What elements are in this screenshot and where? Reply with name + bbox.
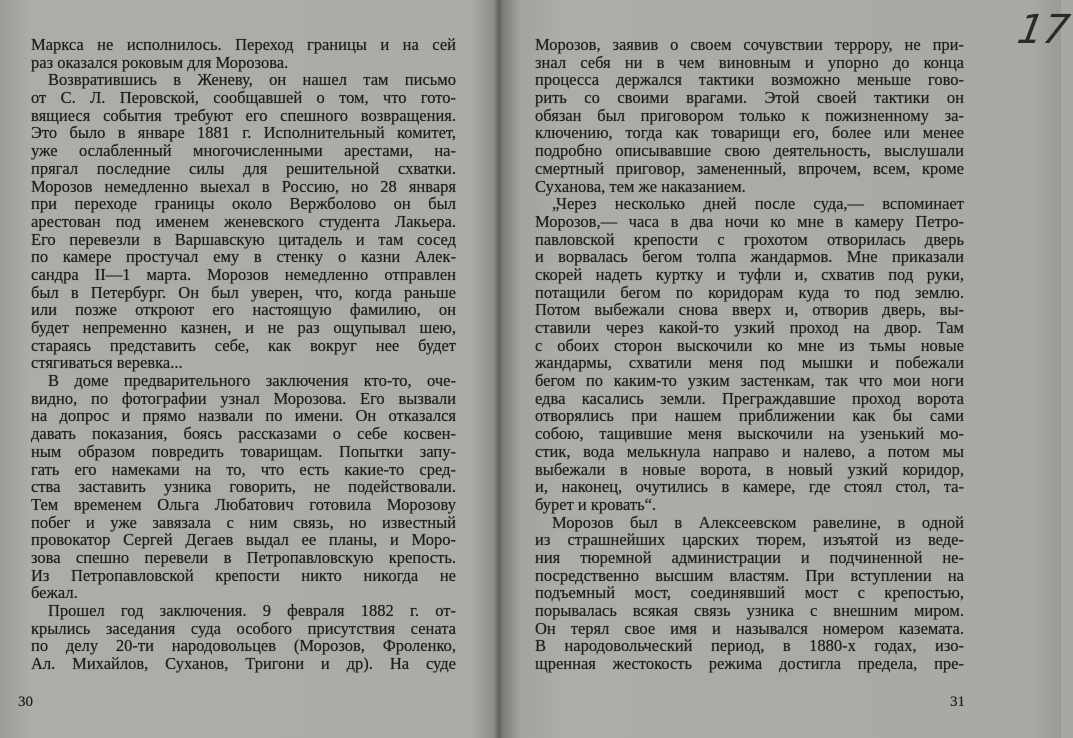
text-line: порывалась всякая связь узника с внешним миром. [535,601,964,620]
handwritten-folio-number: 17 [1013,7,1073,53]
text-line: собою, тащившие меня выскочили на узенький мо- [535,424,964,444]
text-line: жандармы, схватили меня под мышки и побежали [535,353,964,373]
text-line: скорей надеть куртку и туфли и, схватив под руки, [535,264,964,284]
text-line: бурет и кровать“. [535,494,657,514]
text-line: из страшнейших царских тюрем, изъятой из веде- [535,530,964,550]
text-line: ства заставить узника говорить, не подействовали. [31,477,456,497]
text-line: прягал последние силы для решительной схватки. [31,158,456,178]
text-line: провокатор Сергей Дегаев выдал ее планы, и Моро- [31,530,456,550]
text-line: щренная жестокость режима достигла предела, пре- [535,654,964,674]
text-line: и ворвалась бегом толпа жандармов. Мне приказали [535,247,964,267]
text-line: крылись заседания суда особого присутствия сената [31,618,456,638]
text-line: стягиваться веревка... [31,353,183,373]
text-line: павловской крепости с грохотом отворилась дверь [535,229,964,249]
text-line: был в Петербург. Он был уверен, что, когда раньше [31,282,456,302]
paragraph [31,602,456,673]
text-line: Морозов немедленно выехал в Россию, но 28 января [31,176,456,196]
text-line: гать его намеками на то, что есть какие-то сред- [31,459,456,479]
text-line: на допрос и прямо назвали по имени. Он отказался [31,406,456,426]
paragraph [31,71,456,372]
paragraph [31,372,456,602]
text-line: будет непременно казнен, и не раз ощупывал шею, [31,318,456,337]
text-line: знал себя ни в чем виновным и упорно до конца [535,52,964,72]
text-line: Потом выбежали снова вверх и, отворив дверь, вы- [535,300,964,320]
text-line: Возвратившись в Женеву, он нашел там письмо [48,70,456,90]
text-line: раз оказался роковым для Морозова. [31,52,289,72]
text-line: побег и уже завязала с ним связь, но известный [31,512,456,532]
text-line: В доме предварительного заключения кто-то, оче- [48,371,456,391]
text-line: Морозов был в Алексеевском равелине, в одной [552,512,964,532]
text-line: подробно описывавшие свою деятельность, выслушали [535,141,964,161]
paragraph [535,195,964,513]
text-line: посредственно высшим властям. При вступлении на [535,565,964,585]
text-line: Тем временем Ольга Любатович готовила Морозову [31,494,456,514]
text-line: стараясь представить себе, как вокруг нее будет [31,335,456,355]
text-line: Его перевезли в Варшавскую цитадель и там сосед [31,229,456,249]
text-line: „Через несколько дней после суда,— вспоминает [552,194,964,214]
text-line: вящиеся события требуют его спешного возвращения. [31,105,456,125]
text-line: обязан был приговором только к пожизненному за- [535,105,964,125]
text-line: ставили через какой-то узкий проход на двор. Там [535,318,964,337]
text-line: при переходе границы около Вержболово он был [31,194,456,214]
text-line: видно, по фотографии узнал Морозова. Его вызвали [31,388,456,408]
text-line: смертный приговор, замененный, впрочем, всем, кроме [535,158,964,178]
text-line: по камере простучал ему в стенку о казни Алек- [31,247,456,267]
paragraph [31,36,456,71]
right-page-text [535,36,964,673]
text-line: по делу 20-ти народовольцев (Морозов, Фроленко, [31,636,456,656]
left-page-text [31,36,456,673]
paragraph [535,36,964,195]
text-line: Морозов, заявив о своем сочувствии террору, не при- [535,35,964,54]
page-number-left: 30 [18,694,33,710]
text-line: давать показания, боясь рассказами о себе косвен- [31,424,456,444]
text-line: или позже откроют его настоящую фамилию, он [31,300,456,320]
text-line: подъемный мост, соединявший мост с крепостью, [535,583,964,603]
text-line: ключению, тогда как товарищи его, более или менее [535,123,964,143]
text-line: бегом по каким-то узким застенкам, так что мои ноги [535,371,964,391]
text-line: Он терял свое имя и назывался номером каземата. [535,618,964,638]
text-line: процесса держался тактики возможно меньше гово- [535,70,964,90]
text-line: и, наконец, очутились в камере, где стоял стол, та- [535,477,964,497]
text-line: стик, вода мелькнула направо и налево, а потом мы [535,441,964,461]
text-line: Из Петропавловской крепости никто никогда не [31,565,456,585]
text-line: зова спешно перевели в Петропавловскую крепость. [31,547,456,567]
text-line: от С. Л. Перовской, сообщавшей о том, что гото- [31,88,456,108]
paragraph [535,514,964,673]
text-line: Морозов,— часа в два ночи ко мне в камеру Петро- [535,211,964,231]
text-line: Маркса не исполнилось. Переход границы и на сей [31,35,456,54]
text-line: бежал. [31,583,78,603]
text-line: ния тюремной администрации и подчиненной не- [535,547,964,567]
text-line: Прошел год заключения. 9 февраля 1882 г. от- [48,601,456,620]
text-line: выбежали в новые ворота, в новый узкий коридор, [535,459,964,479]
text-line: В народовольческий период, в 1880-х годах, изо- [535,636,964,656]
page-number-right: 31 [950,694,965,710]
text-line: арестован под именем женевского студента Лакьера. [31,211,456,231]
text-line: сандра II—1 марта. Морозов немедленно отправлен [31,264,456,284]
text-line: с обоих сторон выскочили ко мне из тьмы новые [535,335,964,355]
text-line: уже ослабленный многочисленными арестами, на- [31,141,456,161]
text-line: Суханова, тем же наказанием. [535,176,746,196]
text-line: потащили бегом по коридорам куда то под землю. [535,282,964,302]
text-line: рить со своими врагами. Этой своей тактики он [535,88,964,108]
text-line: Это было в январе 1881 г. Исполнительный комитет, [31,123,456,143]
text-line: ным образом повредить товарищам. Попытки запу- [31,441,456,461]
text-line: отворялись при нашем приближении как бы сами [535,406,964,426]
text-line: едва касались земли. Преграждавшие проход ворота [535,388,964,408]
text-line: Ал. Михайлов, Суханов, Тригони и др). На суде [31,654,456,674]
